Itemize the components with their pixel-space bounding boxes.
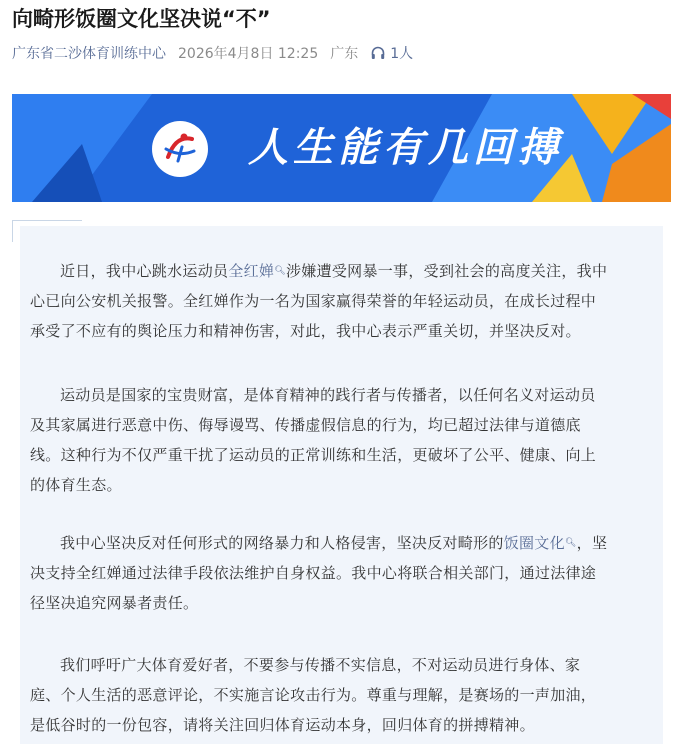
paragraph-1: [30, 256, 660, 346]
search-icon: 🔍︎: [564, 538, 577, 548]
paragraph-4: [30, 650, 660, 740]
paragraph-line: 承受了不应有的舆论压力和精神伤害，对此，我中心表示严重关切，并坚决反对。: [30, 322, 581, 340]
paragraph-line: 线。这种行为不仅严重干扰了运动员的正常训练和生活，更破坏了公平、健康、向上: [30, 446, 597, 464]
banner-slogan: 人生能有几回搏: [248, 125, 563, 171]
headphones-icon: [370, 45, 386, 61]
paragraph-line: 运动员是国家的宝贵财富，是体育精神的践行者与传播者，以任何名义对运动员: [60, 386, 596, 404]
section-divider-vertical: [12, 220, 13, 242]
paragraph-line: 及其家属进行恶意中伤、侮辱谩骂、传播虚假信息的行为，均已超过法律与道德底: [30, 416, 581, 434]
publish-date: 2026年4月8日 12:25: [178, 46, 319, 62]
paragraph-line: 心已向公安机关报警。全红婵作为一名为国家赢得荣誉的年轻运动员，在成长过程中: [30, 292, 597, 310]
paragraph-line: 我中心坚决反对任何形式的网络暴力和人格侵害，坚决反对畸形的饭圈文化🔍︎，坚: [60, 534, 608, 552]
paragraph-line: 是低谷时的一份包容，请将关注回归体育运动本身，回归体育的拼搏精神。: [30, 716, 535, 734]
paragraph-line: 我们呼吁广大体育爱好者，不要参与传播不实信息，不对运动员进行身体、家: [60, 656, 581, 674]
section-divider: [12, 220, 82, 221]
search-icon: 🔍︎: [274, 266, 286, 276]
author-link[interactable]: 广东省二沙体育训练中心: [12, 46, 166, 62]
paragraph-line: 径坚决追究网暴者责任。: [30, 594, 199, 612]
paragraph-3: [30, 528, 660, 618]
keyword-link-fan-culture[interactable]: 饭圈文化🔍︎: [503, 534, 577, 552]
paragraph-line: 决支持全红婵通过法律手段依法维护自身权益。我中心将联合相关部门，通过法律途: [30, 564, 597, 582]
article-title: 向畸形饭圈文化坚决说“不”: [12, 7, 271, 31]
athlete-emblem-icon: [158, 127, 202, 171]
paragraph-line: 近日，我中心跳水运动员全红婵🔍︎涉嫌遭受网暴一事，受到社会的高度关注，我中: [60, 262, 608, 280]
banner-image: [12, 94, 671, 202]
keyword-link-quan-hongchan[interactable]: 全红婵🔍︎: [228, 262, 286, 280]
listen-button[interactable]: [370, 43, 413, 63]
article-meta: [12, 42, 413, 64]
publish-location: 广东: [330, 46, 359, 62]
paragraph-line: 的体育生态。: [30, 476, 122, 494]
listener-count: 1人: [390, 46, 414, 62]
paragraph-line: 庭、个人生活的恶意评论，不实施言论攻击行为。尊重与理解，是赛场的一声加油，: [30, 686, 597, 704]
paragraph-2: [30, 380, 660, 500]
sports-logo: [152, 121, 208, 177]
